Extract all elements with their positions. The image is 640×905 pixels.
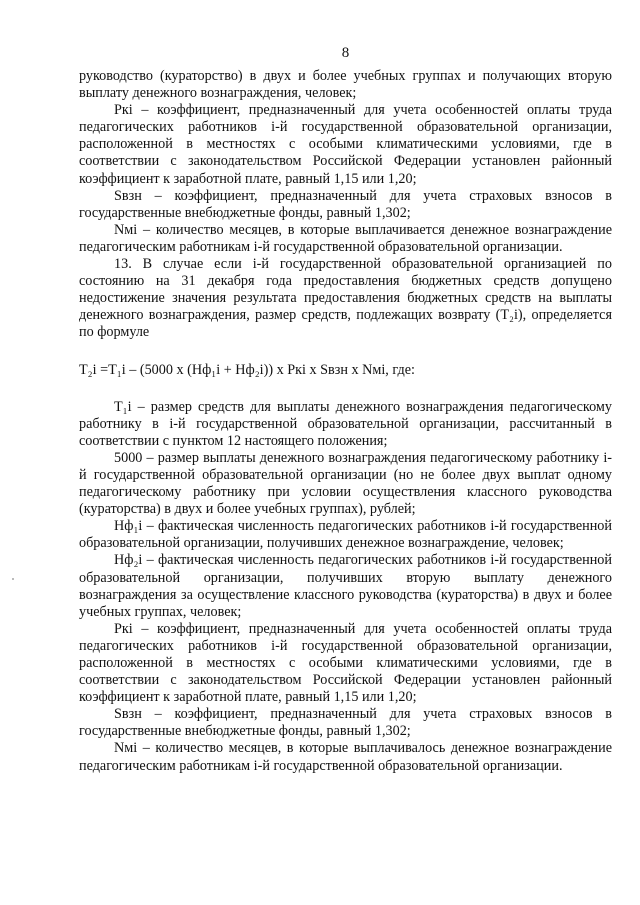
paragraph-t1i-definition: Т₁i – размер средств для выплаты денежного вознаграждения педагогическому работнику в i-й государственной образовательной организации, рассчитанный в соответствии с пунктом 12 настоящего положения; — [79, 398, 612, 449]
paragraph-svzn-definition-2: Sвзн – коэффициент, предназначенный для учета страховых взносов в государственные внебюджетные фонды, равный 1,302; — [79, 706, 612, 740]
scan-speck — [12, 578, 14, 580]
paragraph-rki-definition: Ркi – коэффициент, предназначенный для учета особенностей оплаты труда педагогических работников i-й государственной образовательной организации, расположенной в местностях с особыми климатическими условиями, где в соответствии с законодательством Российской Федерации установлен районный коэффициент к заработной плате, равный 1,15 или 1,20; — [79, 102, 612, 187]
paragraph-nf2i-definition: Нф₂i – фактическая численность педагогических работников i-й государственной образовательной организации, получивших вторую выплату денежного вознаграждения за осуществление классного руководства (кураторства) в двух и более учебных группах, человек; — [79, 552, 612, 620]
paragraph-nmi-definition-2: Nмi – количество месяцев, в которые выплачивалось денежное вознаграждение педагогическим работникам i-й государственной образовательной организации. — [79, 740, 612, 774]
paragraph-rki-definition-2: Ркi – коэффициент, предназначенный для учета особенностей оплаты труда педагогических работников i-й государственной образовательной организации, расположенной в местностях с особыми климатическими условиями, где в соответствии с законодательством Российской Федерации установлен районный коэффициент к заработной плате, равный 1,15 или 1,20; — [79, 620, 612, 706]
paragraph-5000-definition: 5000 – размер выплаты денежного вознаграждения педагогическому работнику i-й государственной образовательной организации (но не более двух выплат одному педагогическому работнику при условии осуществления классного руководства (кураторства) в двух и более учебных группах), рублей; — [79, 449, 612, 518]
return-formula: Т₂i =Т₁i – (5000 х (Нф₁i + Нф₂i)) х Ркi х Sвзн х Nмi, где: — [79, 361, 415, 378]
page-number: 8 — [341, 45, 350, 61]
paragraph-svzn-definition: Sвзн – коэффициент, предназначенный для учета страховых взносов в государственные внебюджетные фонды, равный 1,302; — [79, 187, 612, 221]
paragraph-item-13: 13. В случае если i-й государственной образовательной организацией по состоянию на 31 декабря года предоставления бюджетных средств допущено недостижение значения результата предоставления бюджетных средств на выплаты денежного вознаграждения, размер средств, подлежащих возврату (Т₂i), определяется по формуле — [79, 256, 612, 341]
paragraph-nmi-definition: Nмi – количество месяцев, в которые выплачивается денежное вознаграждение педагогическим работникам i-й государственной образовательной организации. — [79, 221, 612, 255]
paragraph-nf1i-definition: Нф₁i – фактическая численность педагогических работников i-й государственной образовательной организации, получивших денежное вознаграждение, человек; — [79, 518, 612, 552]
paragraph-continuation: руководство (кураторство) в двух и более учебных группах и получающих вторую выплату денежного вознаграждения, человек; — [79, 68, 612, 102]
document-body — [79, 68, 612, 775]
